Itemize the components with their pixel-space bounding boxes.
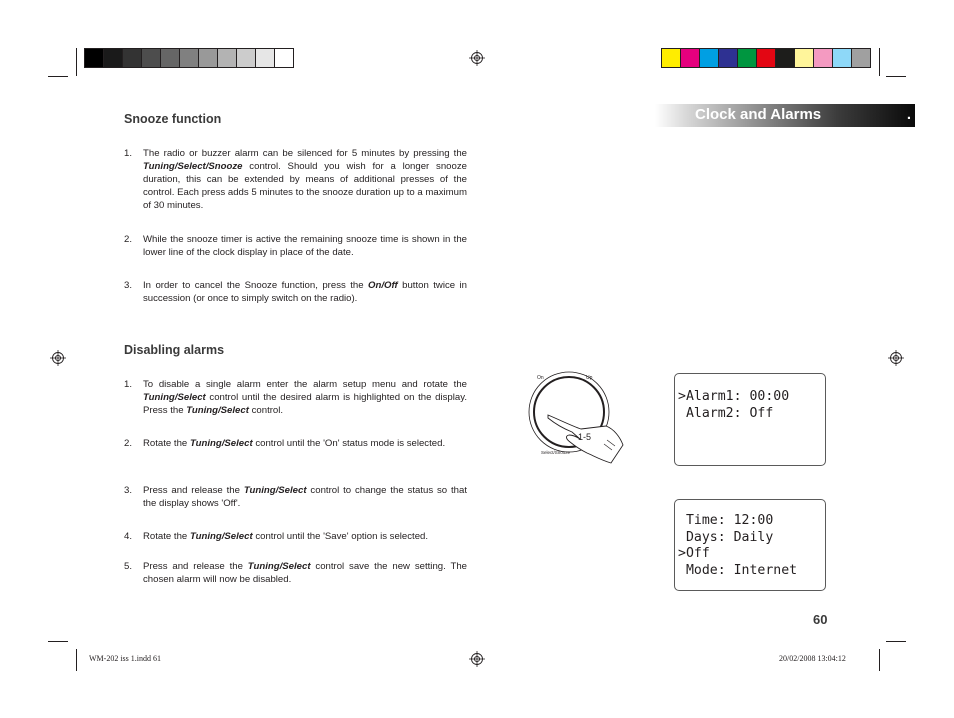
color-swatch (161, 49, 180, 67)
disabling-step-4 (124, 530, 467, 543)
text-run: control until the 'Save' option is selected. (252, 531, 429, 542)
color-swatch (123, 49, 142, 67)
text-run: Press and release the (143, 485, 244, 496)
section-header-title: Clock and Alarms (695, 106, 822, 123)
color-swatch (275, 49, 293, 67)
lcd-line: Alarm2: Off (678, 406, 774, 421)
color-swatch (852, 49, 870, 67)
lcd-display-alarm-settings (674, 499, 826, 591)
section-header-bar (655, 104, 915, 127)
step-number: 2. (124, 234, 133, 245)
crop-mark (879, 649, 880, 671)
text-run: control. (248, 405, 284, 416)
snooze-step-1 (124, 147, 467, 212)
crop-mark (879, 48, 880, 76)
text-run: control. Should you wish for a longer snooze duration, this can be extended by means of additional presses of the control. Each press adds 5 minutes to the snooze duration up to a maximum of 30 minutes. (143, 161, 467, 211)
text-run: The radio or buzzer alarm can be silenced for 5 minutes by pressing the (143, 148, 467, 159)
grey-calibration-strip (84, 48, 294, 68)
color-calibration-strip (661, 48, 871, 68)
color-swatch (662, 49, 681, 67)
page-number: 60 (813, 612, 828, 627)
step-text: While the snooze timer is active the remaining snooze time is shown in the lower line of the clock display in place of the date. (143, 234, 467, 258)
dial-label-on: On (537, 375, 544, 381)
crop-mark (76, 649, 77, 671)
step-text (143, 530, 467, 543)
lcd-display-alarm-list (674, 373, 826, 466)
disabling-section-title: Disabling alarms (124, 343, 225, 357)
color-swatch (757, 49, 776, 67)
step-number: 3. (124, 280, 133, 291)
crop-mark (48, 76, 68, 77)
tuning-select-dial-illustration (526, 370, 630, 470)
registration-mark-icon (469, 50, 485, 66)
color-swatch (199, 49, 218, 67)
control-name: Tuning/Select (243, 485, 307, 496)
text-run: control until the 'On' status mode is selected. (252, 438, 446, 449)
step-text (143, 378, 467, 417)
disabling-step-5 (124, 560, 467, 586)
step-text (143, 484, 467, 510)
control-name: Tuning/Select (186, 405, 249, 416)
step-range-label: 1-5 (578, 432, 592, 442)
lcd-line: Days: Daily (678, 530, 774, 545)
color-swatch (738, 49, 757, 67)
disabling-step-2 (124, 437, 467, 450)
step-text (143, 279, 467, 305)
control-name: Tuning/Select (247, 561, 311, 572)
text-run: Rotate the (143, 531, 190, 542)
step-number: 5. (124, 561, 133, 572)
registration-mark-icon (469, 651, 485, 667)
lcd-line: >Alarm1: 00:00 (678, 389, 790, 404)
lcd-line: Mode: Internet (678, 563, 798, 578)
snooze-section-title: Snooze function (124, 112, 222, 126)
text-run: button twice in succession (or once to simply switch on the radio). (143, 280, 467, 304)
color-swatch (142, 49, 161, 67)
step-number: 4. (124, 531, 133, 542)
crop-mark (48, 641, 68, 642)
color-swatch (218, 49, 237, 67)
color-swatch (681, 49, 700, 67)
section-header-dot: . (906, 106, 911, 123)
text-run: control save the new setting. The chosen alarm will now be disabled. (143, 561, 468, 585)
text-run: control to change the status so that the display shows 'Off'. (143, 485, 468, 509)
snooze-step-3 (124, 279, 467, 305)
step-number: 2. (124, 438, 133, 449)
color-swatch (776, 49, 795, 67)
step-number: 1. (124, 148, 133, 159)
lcd-line: Time: 12:00 (678, 513, 774, 528)
control-name: Tuning/Select (189, 438, 253, 449)
control-name: Tuning/Select (189, 531, 253, 542)
registration-mark-icon (888, 350, 904, 366)
step-text (143, 560, 467, 586)
step-text (143, 437, 467, 450)
registration-mark-icon (50, 350, 66, 366)
step-number: 3. (124, 485, 133, 496)
color-swatch (814, 49, 833, 67)
control-name: Tuning/Select/Snooze (143, 161, 243, 172)
step-number: 1. (124, 379, 133, 390)
color-swatch (104, 49, 123, 67)
dial-label-up: Up (586, 375, 593, 381)
color-swatch (85, 49, 104, 67)
text-run: Rotate the (143, 438, 190, 449)
lcd-line: >Off (678, 546, 710, 561)
text-run: Press and release the (143, 561, 248, 572)
disabling-step-1 (124, 378, 467, 417)
color-swatch (833, 49, 852, 67)
disabling-step-3 (124, 484, 467, 510)
color-swatch (180, 49, 199, 67)
color-swatch (256, 49, 275, 67)
text-run: To disable a single alarm enter the alarm setup menu and rotate the (143, 379, 467, 390)
dial-label-select-snooze: Select/Snooze (541, 450, 571, 455)
crop-mark (76, 48, 77, 76)
color-swatch (795, 49, 814, 67)
color-swatch (700, 49, 719, 67)
control-name: On/Off (368, 280, 398, 291)
footer-file-info: WM-202 iss 1.indd 61 (89, 654, 161, 663)
step-text (143, 147, 467, 212)
text-run: control until the desired alarm is highlighted on the display. Press the (143, 392, 467, 416)
footer-timestamp: 20/02/2008 13:04:12 (779, 654, 846, 663)
text-run: In order to cancel the Snooze function, press the (143, 280, 369, 291)
color-swatch (719, 49, 738, 67)
color-swatch (237, 49, 256, 67)
control-name: Tuning/Select (143, 392, 206, 403)
snooze-step-2 (124, 233, 467, 259)
crop-mark (886, 641, 906, 642)
crop-mark (886, 76, 906, 77)
